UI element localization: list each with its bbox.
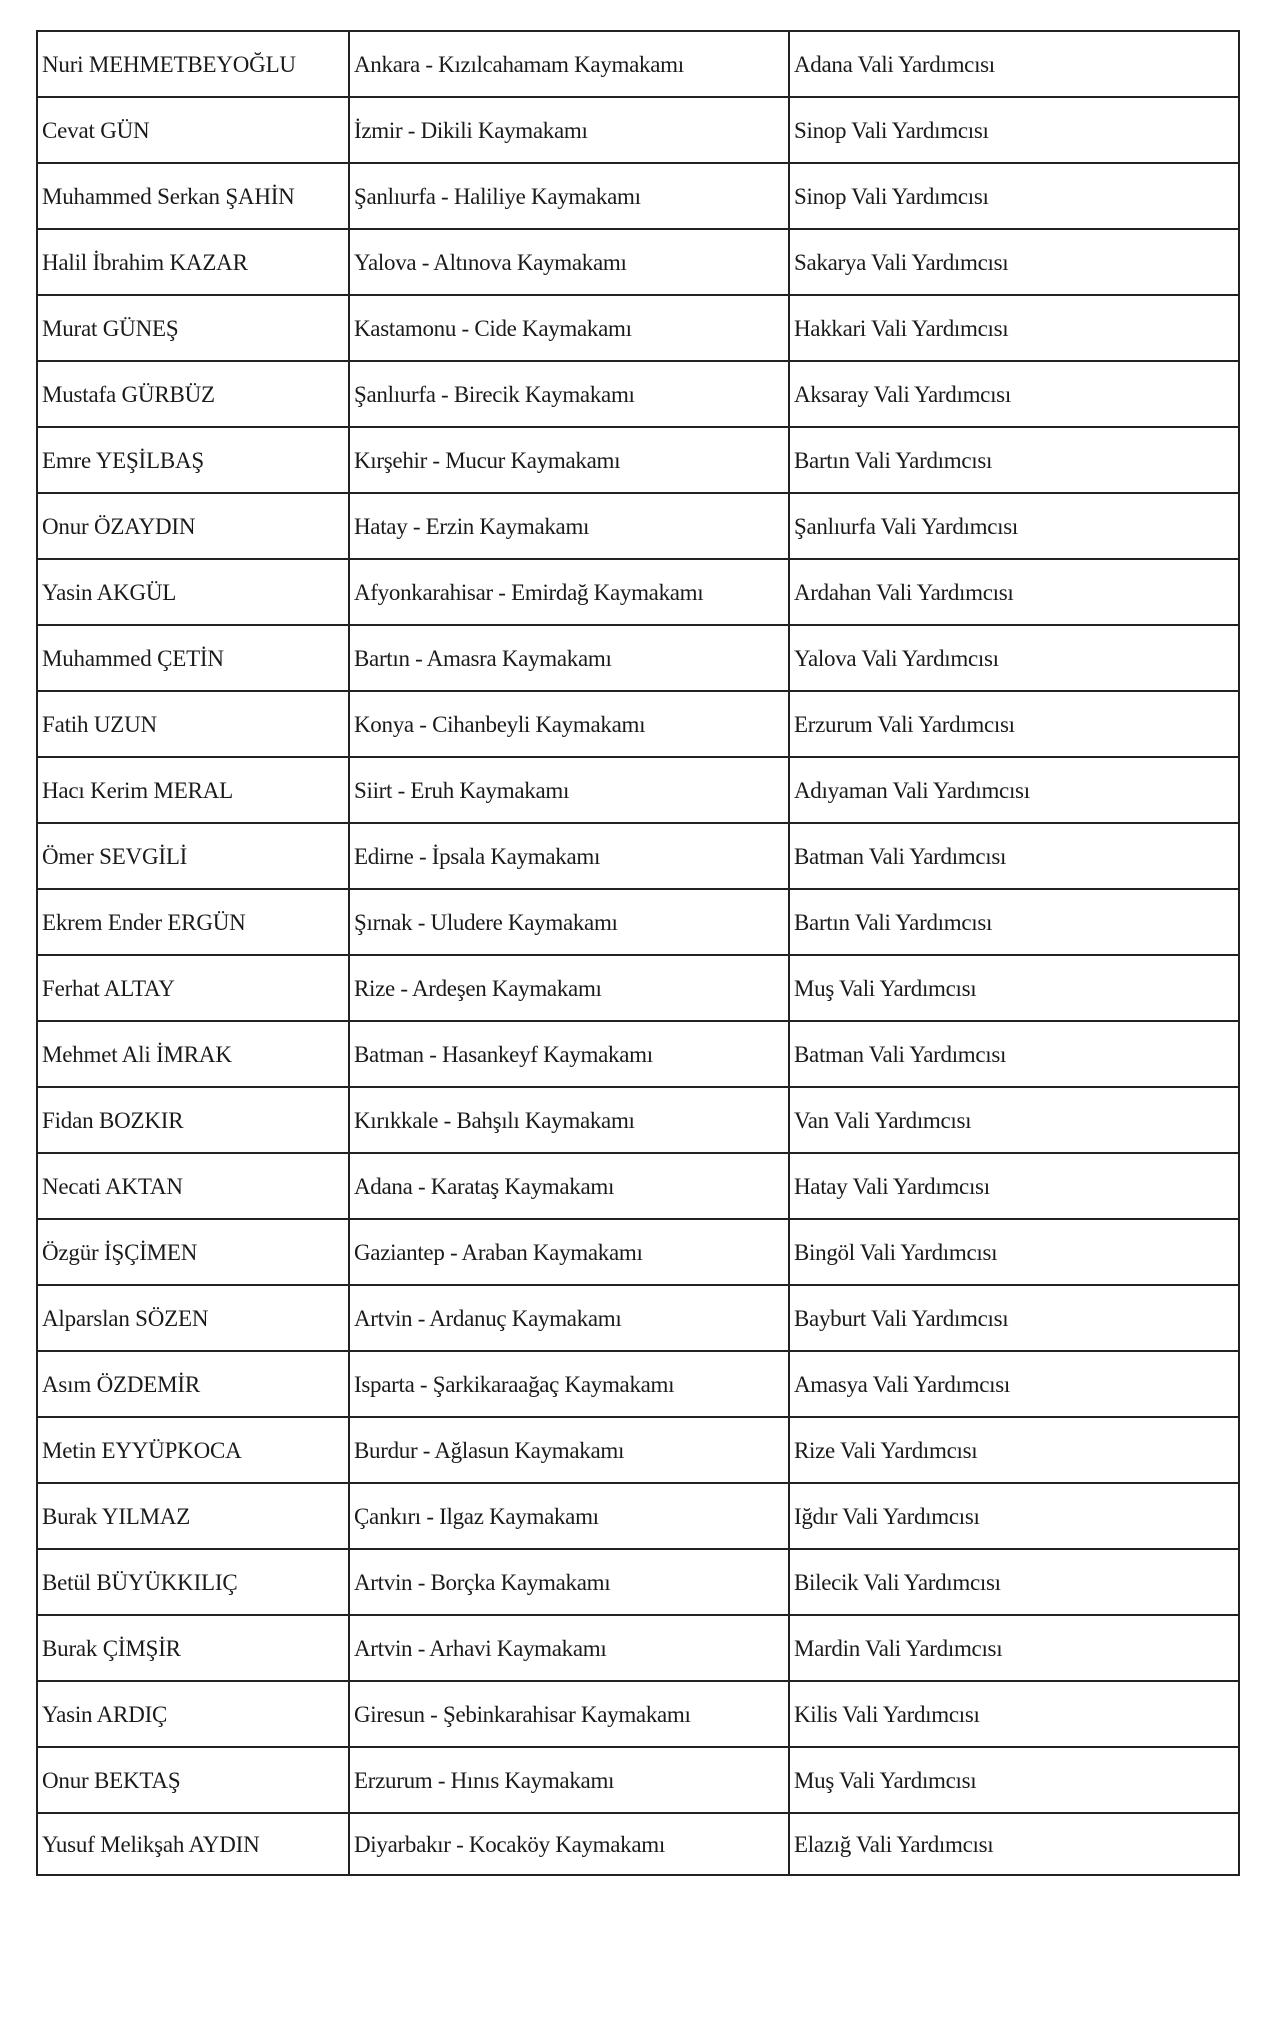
name-cell: Nuri MEHMETBEYOĞLU [37,31,349,97]
new-post-cell: Elazığ Vali Yardımcısı [789,1813,1239,1875]
current-post-cell: Kırşehir - Mucur Kaymakamı [349,427,789,493]
current-post-cell: Diyarbakır - Kocaköy Kaymakamı [349,1813,789,1875]
current-post-cell: Isparta - Şarkikaraağaç Kaymakamı [349,1351,789,1417]
new-post-cell: Aksaray Vali Yardımcısı [789,361,1239,427]
name-cell: Necati AKTAN [37,1153,349,1219]
name-cell: Ferhat ALTAY [37,955,349,1021]
current-post-cell: Artvin - Borçka Kaymakamı [349,1549,789,1615]
table-row [37,1021,1239,1087]
table-row [37,1219,1239,1285]
table-row [37,1615,1239,1681]
current-post-cell: Burdur - Ağlasun Kaymakamı [349,1417,789,1483]
name-cell: Metin EYYÜPKOCA [37,1417,349,1483]
name-cell: Alparslan SÖZEN [37,1285,349,1351]
table-row [37,295,1239,361]
name-cell: Murat GÜNEŞ [37,295,349,361]
new-post-cell: Muş Vali Yardımcısı [789,955,1239,1021]
new-post-cell: Mardin Vali Yardımcısı [789,1615,1239,1681]
new-post-cell: Hatay Vali Yardımcısı [789,1153,1239,1219]
table-row [37,1087,1239,1153]
new-post-cell: Kilis Vali Yardımcısı [789,1681,1239,1747]
table-row [37,1483,1239,1549]
table-row [37,1351,1239,1417]
current-post-cell: İzmir - Dikili Kaymakamı [349,97,789,163]
new-post-cell: Bayburt Vali Yardımcısı [789,1285,1239,1351]
name-cell: Asım ÖZDEMİR [37,1351,349,1417]
table-row [37,427,1239,493]
table-row [37,559,1239,625]
new-post-cell: Batman Vali Yardımcısı [789,1021,1239,1087]
appointments-table-container [36,30,1238,1876]
current-post-cell: Yalova - Altınova Kaymakamı [349,229,789,295]
name-cell: Muhammed Serkan ŞAHİN [37,163,349,229]
name-cell: Ömer SEVGİLİ [37,823,349,889]
current-post-cell: Artvin - Ardanuç Kaymakamı [349,1285,789,1351]
name-cell: Mehmet Ali İMRAK [37,1021,349,1087]
new-post-cell: Hakkari Vali Yardımcısı [789,295,1239,361]
new-post-cell: Şanlıurfa Vali Yardımcısı [789,493,1239,559]
name-cell: Fidan BOZKIR [37,1087,349,1153]
new-post-cell: Batman Vali Yardımcısı [789,823,1239,889]
current-post-cell: Ankara - Kızılcahamam Kaymakamı [349,31,789,97]
current-post-cell: Şırnak - Uludere Kaymakamı [349,889,789,955]
table-row [37,955,1239,1021]
table-row [37,493,1239,559]
current-post-cell: Artvin - Arhavi Kaymakamı [349,1615,789,1681]
new-post-cell: Ardahan Vali Yardımcısı [789,559,1239,625]
name-cell: Halil İbrahim KAZAR [37,229,349,295]
name-cell: Muhammed ÇETİN [37,625,349,691]
current-post-cell: Hatay - Erzin Kaymakamı [349,493,789,559]
name-cell: Burak YILMAZ [37,1483,349,1549]
new-post-cell: Muş Vali Yardımcısı [789,1747,1239,1813]
table-row [37,757,1239,823]
new-post-cell: Adıyaman Vali Yardımcısı [789,757,1239,823]
table-row [37,163,1239,229]
current-post-cell: Rize - Ardeşen Kaymakamı [349,955,789,1021]
new-post-cell: Bilecik Vali Yardımcısı [789,1549,1239,1615]
current-post-cell: Gaziantep - Araban Kaymakamı [349,1219,789,1285]
table-row [37,97,1239,163]
name-cell: Onur ÖZAYDIN [37,493,349,559]
table-row [37,625,1239,691]
new-post-cell: Van Vali Yardımcısı [789,1087,1239,1153]
new-post-cell: Sinop Vali Yardımcısı [789,163,1239,229]
new-post-cell: Sinop Vali Yardımcısı [789,97,1239,163]
table-row [37,229,1239,295]
table-row [37,1813,1239,1875]
new-post-cell: Bartın Vali Yardımcısı [789,427,1239,493]
current-post-cell: Erzurum - Hınıs Kaymakamı [349,1747,789,1813]
name-cell: Cevat GÜN [37,97,349,163]
name-cell: Yusuf Melikşah AYDIN [37,1813,349,1875]
new-post-cell: Adana Vali Yardımcısı [789,31,1239,97]
current-post-cell: Bartın - Amasra Kaymakamı [349,625,789,691]
table-row [37,361,1239,427]
current-post-cell: Şanlıurfa - Birecik Kaymakamı [349,361,789,427]
current-post-cell: Adana - Karataş Kaymakamı [349,1153,789,1219]
name-cell: Yasin ARDIÇ [37,1681,349,1747]
name-cell: Burak ÇİMŞİR [37,1615,349,1681]
table-row [37,889,1239,955]
current-post-cell: Kırıkkale - Bahşılı Kaymakamı [349,1087,789,1153]
current-post-cell: Batman - Hasankeyf Kaymakamı [349,1021,789,1087]
name-cell: Mustafa GÜRBÜZ [37,361,349,427]
current-post-cell: Kastamonu - Cide Kaymakamı [349,295,789,361]
new-post-cell: Bartın Vali Yardımcısı [789,889,1239,955]
table-row [37,691,1239,757]
current-post-cell: Edirne - İpsala Kaymakamı [349,823,789,889]
current-post-cell: Şanlıurfa - Haliliye Kaymakamı [349,163,789,229]
new-post-cell: Erzurum Vali Yardımcısı [789,691,1239,757]
current-post-cell: Konya - Cihanbeyli Kaymakamı [349,691,789,757]
name-cell: Özgür İŞÇİMEN [37,1219,349,1285]
table-row [37,823,1239,889]
table-row [37,1285,1239,1351]
name-cell: Ekrem Ender ERGÜN [37,889,349,955]
current-post-cell: Siirt - Eruh Kaymakamı [349,757,789,823]
new-post-cell: Iğdır Vali Yardımcısı [789,1483,1239,1549]
current-post-cell: Çankırı - Ilgaz Kaymakamı [349,1483,789,1549]
new-post-cell: Amasya Vali Yardımcısı [789,1351,1239,1417]
name-cell: Fatih UZUN [37,691,349,757]
new-post-cell: Yalova Vali Yardımcısı [789,625,1239,691]
name-cell: Betül BÜYÜKKILIÇ [37,1549,349,1615]
name-cell: Onur BEKTAŞ [37,1747,349,1813]
table-row [37,1153,1239,1219]
table-row [37,1747,1239,1813]
appointments-table [36,30,1240,1876]
name-cell: Yasin AKGÜL [37,559,349,625]
new-post-cell: Rize Vali Yardımcısı [789,1417,1239,1483]
new-post-cell: Bingöl Vali Yardımcısı [789,1219,1239,1285]
table-row [37,1681,1239,1747]
appointments-table-body [37,31,1239,1875]
name-cell: Hacı Kerim MERAL [37,757,349,823]
new-post-cell: Sakarya Vali Yardımcısı [789,229,1239,295]
current-post-cell: Giresun - Şebinkarahisar Kaymakamı [349,1681,789,1747]
name-cell: Emre YEŞİLBAŞ [37,427,349,493]
table-row [37,31,1239,97]
table-row [37,1549,1239,1615]
table-row [37,1417,1239,1483]
current-post-cell: Afyonkarahisar - Emirdağ Kaymakamı [349,559,789,625]
